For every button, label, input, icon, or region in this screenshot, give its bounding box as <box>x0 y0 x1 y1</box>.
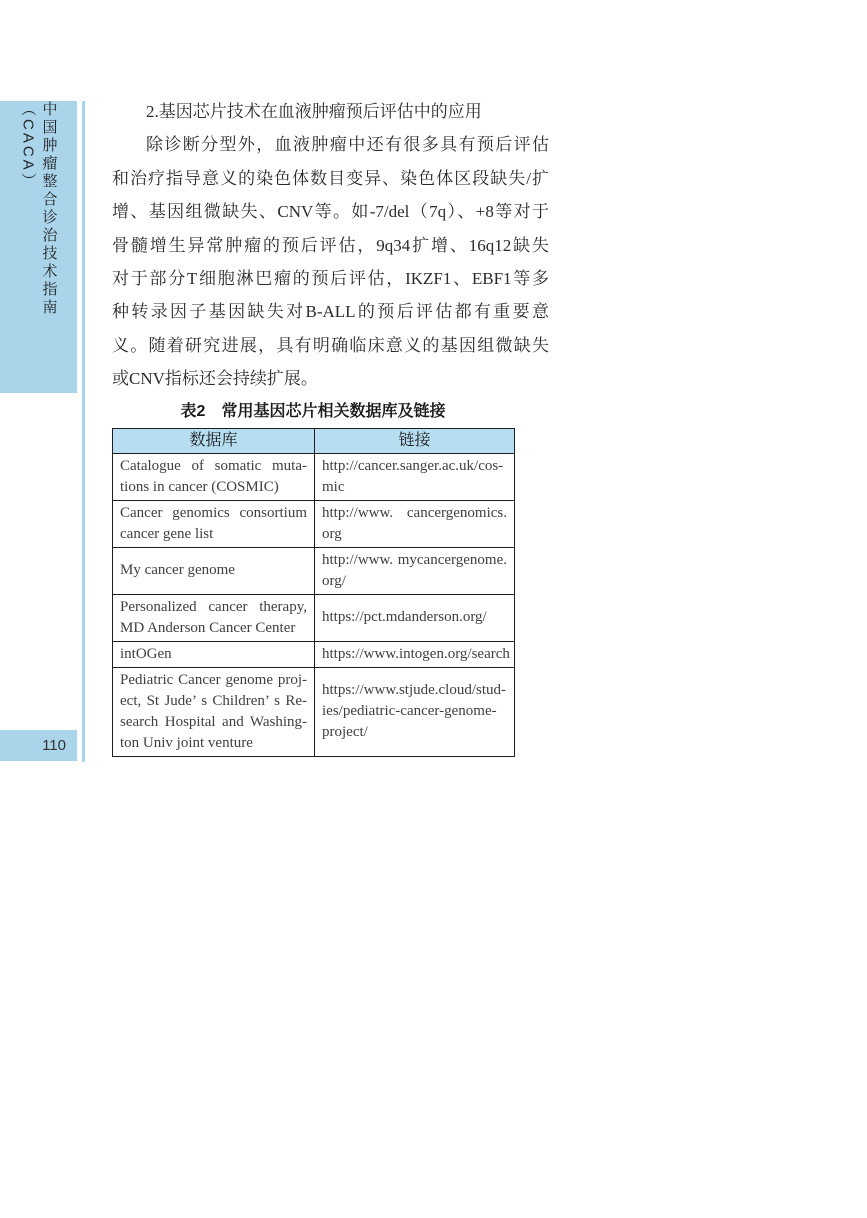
database-name-cell: intOGen <box>113 641 315 667</box>
database-name-cell: Pediatric Cancer genome proj- ect, St Jude’ s Children’ s Re- search Hospital and Washing- ton Univ joint venture <box>113 667 315 756</box>
database-link-cell: https://www.intogen.org/search <box>315 641 515 667</box>
page-number: 110 <box>42 737 66 754</box>
sidebar-divider-line <box>82 101 85 762</box>
table-caption: 表2 常用基因芯片相关数据库及链接 <box>180 402 446 420</box>
col-header-link: 链接 <box>315 428 515 453</box>
body-paragraph: 除诊断分型外，血液肿瘤中还有很多具有预后评估 和治疗指导意义的染色体数目变异、染色体区段缺失/扩 增、基因组微缺失、CNV等。如-7/del（7q）、+8等对于 骨髓增生异常肿瘤的预后评估，9q34扩增、16q12缺失 对于部分T细胞淋巴瘤的预后评估，IKZF1、EBF1等多 种转录因子基因缺失对B-ALL的预后评估都有重要意 义。随着研究进展，具有明确临床意义的基因组微缺失 或CNV指标还会持续扩展。 <box>112 135 549 389</box>
sidebar-band <box>0 101 77 393</box>
table-row <box>113 594 515 641</box>
table-row <box>113 453 515 500</box>
table-row <box>113 500 515 547</box>
database-link-cell: https://pct.mdanderson.org/ <box>315 594 515 641</box>
page-number-badge <box>0 730 77 761</box>
sidebar-book-title: 中国肿瘤整合诊治技术指南（CACA） <box>19 101 58 317</box>
database-name-cell: Catalogue of somatic muta- tions in cancer (COSMIC) <box>113 453 315 500</box>
database-link-cell: http://cancer.sanger.ac.uk/cos- mic <box>315 453 515 500</box>
section-heading: 2.基因芯片技术在血液肿瘤预后评估中的应用 <box>146 102 482 121</box>
table-row <box>113 641 515 667</box>
database-table <box>112 428 515 757</box>
database-link-cell: http://www. cancergenomics. org <box>315 500 515 547</box>
database-name-cell: Cancer genomics consortium cancer gene list <box>113 500 315 547</box>
col-header-database: 数据库 <box>113 428 315 453</box>
main-content <box>112 95 549 757</box>
database-link-cell: http://www. mycancergenome. org/ <box>315 547 515 594</box>
table-row <box>113 547 515 594</box>
table-row <box>113 667 515 756</box>
database-name-cell: Personalized cancer therapy, MD Anderson Cancer Center <box>113 594 315 641</box>
database-link-cell: https://www.stjude.cloud/stud- ies/pediatric-cancer-genome- project/ <box>315 667 515 756</box>
table-header-row <box>113 428 515 453</box>
database-name-cell: My cancer genome <box>113 547 315 594</box>
